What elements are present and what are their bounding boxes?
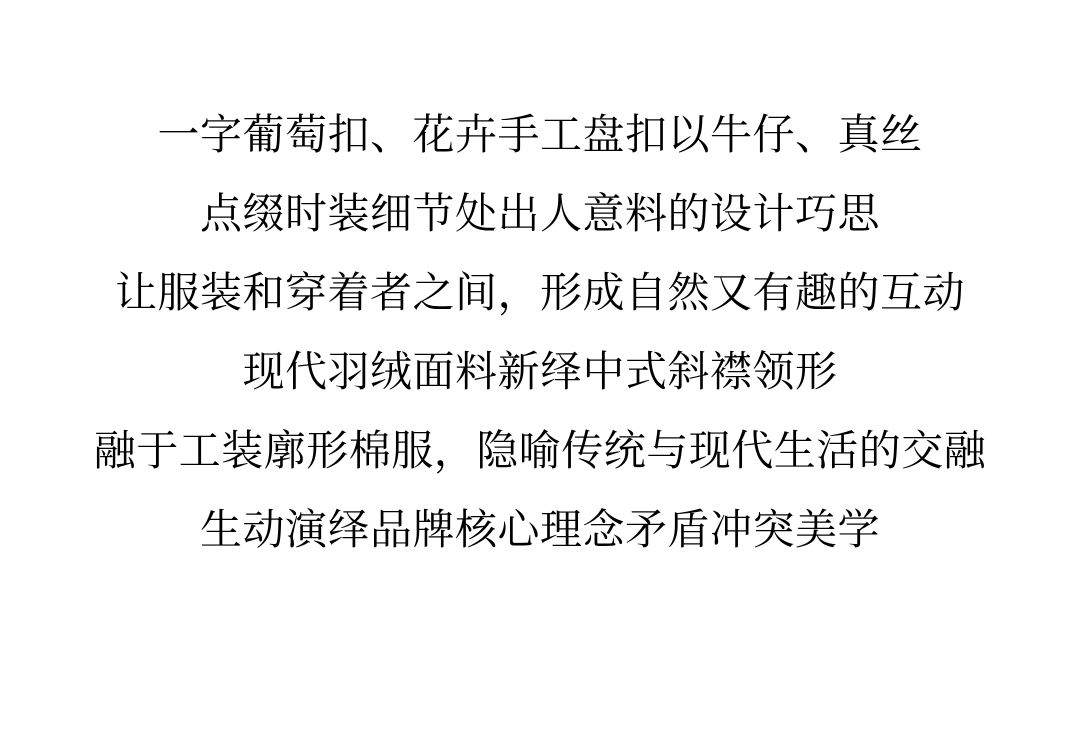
text-line-1: 一字葡萄扣、花卉手工盘扣以牛仔、真丝: [157, 113, 923, 159]
text-line-3: 让服装和穿着者之间，形成自然又有趣的互动: [114, 271, 965, 317]
text-line-5: 融于工装廓形棉服，隐喻传统与现代生活的交融: [93, 429, 987, 475]
text-line-6: 生动演绎品牌核心理念矛盾冲突美学: [199, 508, 880, 554]
text-line-2: 点缀时装细节处出人意料的设计巧思: [199, 192, 880, 238]
text-line-4: 现代羽绒面料新绎中式斜襟领形: [242, 350, 838, 396]
